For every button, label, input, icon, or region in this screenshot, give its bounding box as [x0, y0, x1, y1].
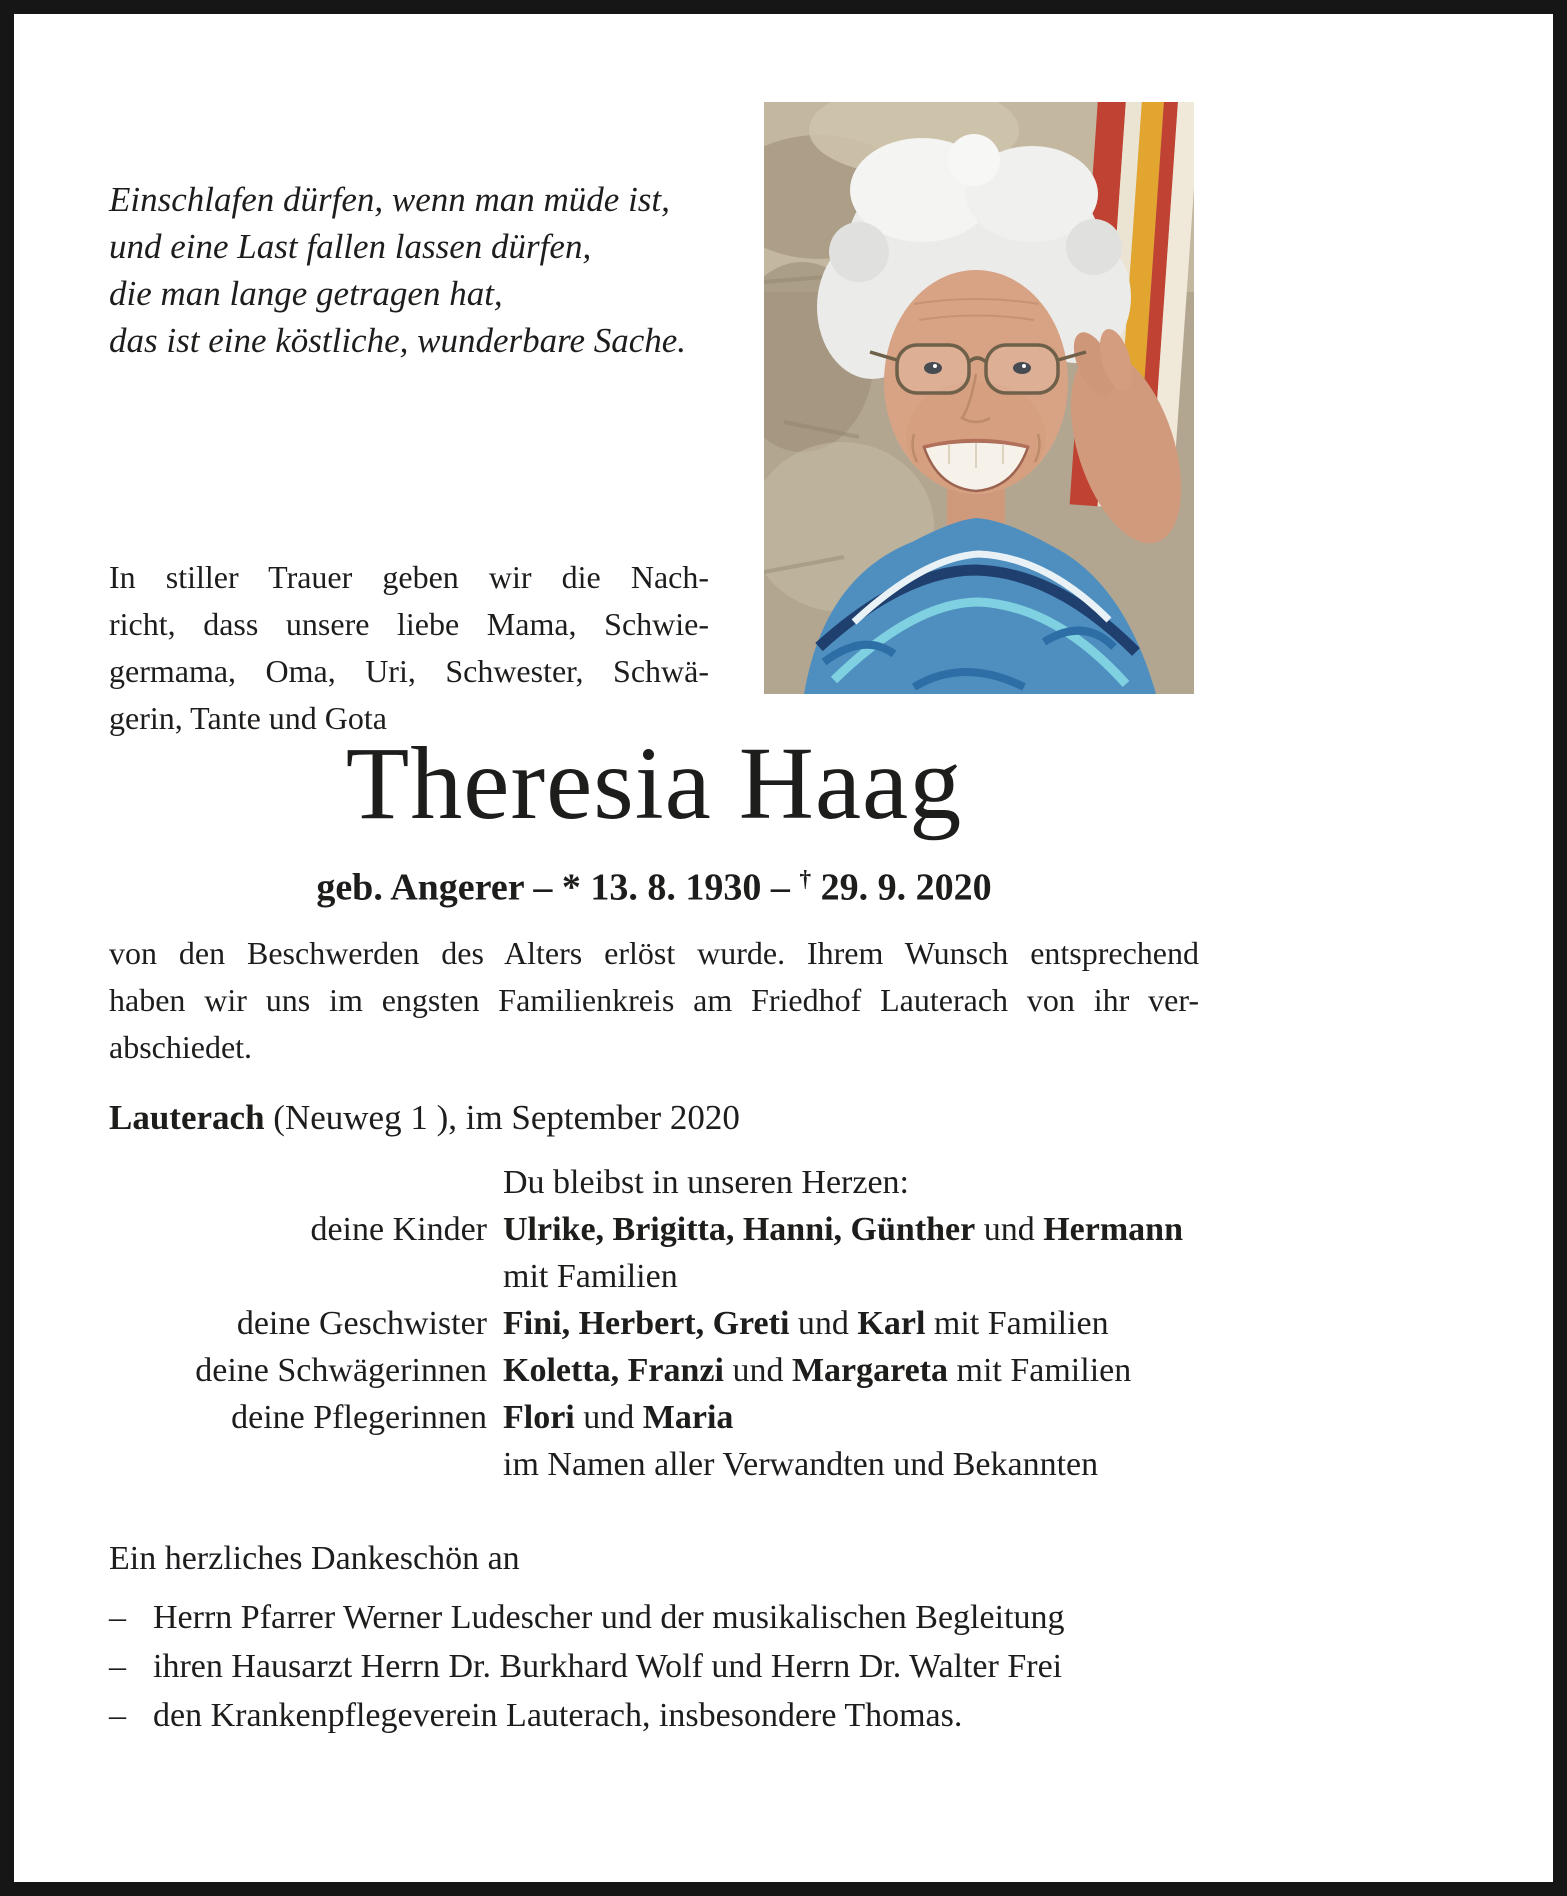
deceased-dates: geb. Angerer – * 13. 8. 1930 – † 29. 9. 2020: [316, 866, 992, 909]
place-dateline: Lauterach (Neuweg 1 ), im September 2020: [109, 1098, 740, 1137]
family-row: [109, 1253, 1259, 1300]
family-row-value: mit Familien: [503, 1258, 678, 1295]
family-row-label: deine Schwägerinnen: [195, 1352, 487, 1389]
thanks-item: [109, 1642, 1259, 1691]
poem-line: Einschlafen dürfen, wenn man müde ist,: [109, 180, 670, 219]
family-list: [109, 1159, 1259, 1488]
dash-bullet: –: [109, 1697, 126, 1734]
family-row-label: [109, 1441, 487, 1488]
poem-line: die man lange getragen hat,: [109, 274, 503, 313]
family-row-label: [109, 1159, 487, 1206]
announcement-line: haben wir uns im engsten Familienkreis am Friedhof Lauterach von ihr ver-: [109, 982, 1199, 1018]
family-row: [109, 1206, 1259, 1253]
family-row-value: Koletta, Franzi und Margareta mit Familien: [503, 1352, 1132, 1389]
family-row: [109, 1347, 1259, 1394]
family-row: [109, 1159, 1259, 1206]
thanks-item: [109, 1593, 1259, 1642]
announcement-paragraph: [109, 930, 1199, 1071]
family-row-label: deine Geschwister: [236, 1305, 487, 1342]
announcement-line: von den Beschwerden des Alters erlöst wurde. Ihrem Wunsch entsprechend: [109, 935, 1199, 971]
family-row-label: deine Kinder: [310, 1211, 487, 1248]
dash-bullet: –: [109, 1648, 126, 1685]
dash-bullet: –: [109, 1599, 126, 1636]
family-row: [109, 1441, 1259, 1488]
family-row-value: Flori und Maria: [503, 1399, 734, 1436]
portrait-photo: [764, 102, 1194, 694]
poem-line: das ist eine köstliche, wunderbare Sache.: [109, 321, 687, 360]
intro-line: richt, dass unsere liebe Mama, Schwie-: [109, 606, 709, 642]
family-row-value: Fini, Herbert, Greti und Karl mit Familien: [503, 1305, 1109, 1342]
thanks-item-text: ihren Hausarzt Herrn Dr. Burkhard Wolf und Herrn Dr. Walter Frei: [153, 1648, 1063, 1685]
family-row-label: deine Pflegerinnen: [231, 1399, 487, 1436]
portrait-illustration: [764, 102, 1194, 694]
family-row: [109, 1394, 1259, 1441]
family-row-label: [109, 1253, 487, 1300]
family-row-value: Ulrike, Brigitta, Hanni, Günther und Hermann: [503, 1211, 1184, 1248]
poem: [109, 176, 769, 364]
deceased-name: Theresia Haag: [345, 726, 963, 841]
intro-line: In stiller Trauer geben wir die Nach-: [109, 559, 709, 595]
thanks-title: Ein herzliches Dankeschön an: [109, 1540, 520, 1577]
thanks-item-text: den Krankenpflegeverein Lauterach, insbesondere Thomas.: [153, 1697, 963, 1734]
family-row-value: Du bleibst in unseren Herzen:: [503, 1164, 909, 1201]
obituary-page: [14, 14, 1553, 1882]
family-row-value: im Namen aller Verwandten und Bekannten: [503, 1446, 1099, 1483]
thanks-item-text: Herrn Pfarrer Werner Ludescher und der musikalischen Begleitung: [153, 1599, 1065, 1636]
poem-line: und eine Last fallen lassen dürfen,: [109, 227, 592, 266]
intro-paragraph: [109, 554, 709, 742]
intro-line: gerin, Tante und Gota: [109, 700, 387, 736]
intro-line: germama, Oma, Uri, Schwester, Schwä-: [109, 653, 709, 689]
thanks-item: [109, 1691, 1259, 1740]
announcement-line: abschiedet.: [109, 1029, 253, 1065]
family-row: [109, 1300, 1259, 1347]
thanks-section: [109, 1534, 1259, 1740]
